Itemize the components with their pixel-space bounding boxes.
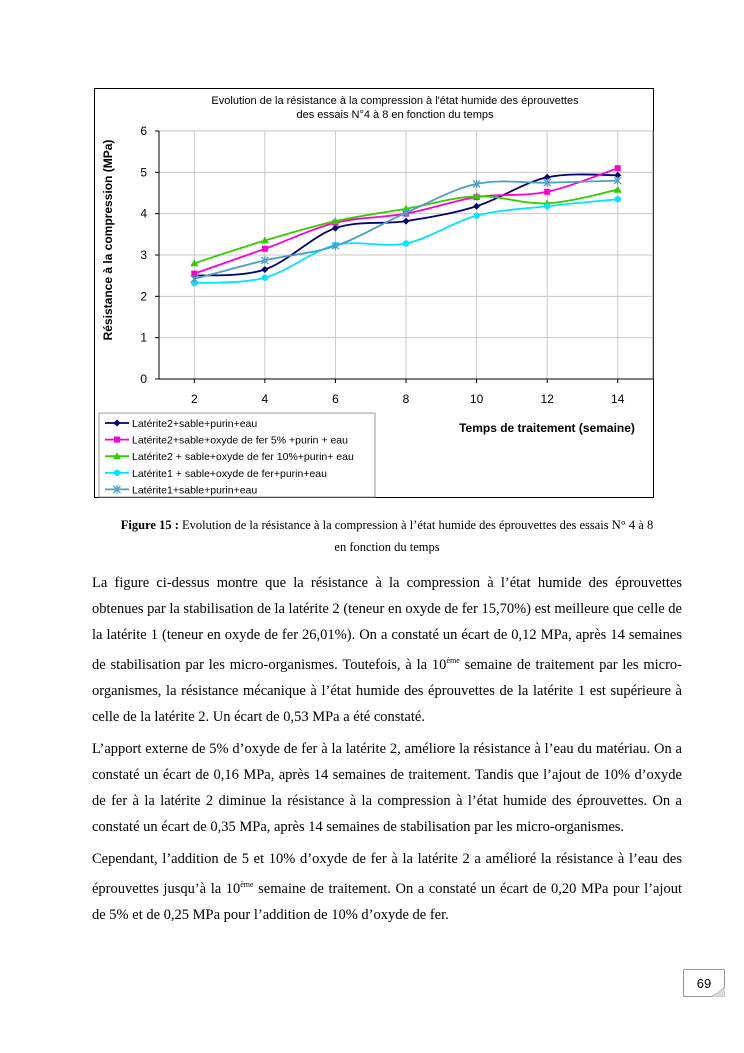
y-tick-label: 5 [140,165,147,180]
data-point [544,203,550,209]
x-tick-label: 8 [402,392,410,406]
caption-label: Figure 15 : [120,518,179,532]
y-tick-label: 3 [140,248,147,262]
chart-title-line2: des essais N°4 à 8 en fonction du temps [296,109,494,121]
legend-label: Latérite2 + sable+oxyde de fer 10%+purin+ eau [132,451,354,464]
data-point [544,189,550,195]
chart-title-line1: Evolution de la résistance à la compression à l'état humide des éprouvettes [211,95,579,107]
page-number: 69 [683,969,725,997]
legend-marker [114,437,120,443]
legend-label: Latérite1 + sable+oxyde de fer+purin+eau [132,467,327,480]
page-curl-icon [709,986,725,997]
data-point [473,213,479,219]
x-axis-label: Temps de traitement (semaine) [459,421,635,435]
paragraph-1: La figure ci-dessus montre que la résistance à la compression à l’état humide des éprouvettes obtenues par la stabilisation de la latérite 2 (teneur en oxyde de fer 15,70%) est meilleure que celle de la latérite 1 (teneur en oxyde de fer 26,01%). On a constaté un écart de 0,12 MPa, après 14 semaines de stabilisation par les micro-organismes. Toutefois, à la 10ème semaine de traitement par les micro-organismes, la résistance mécanique à l’état humide des éprouvettes de la latérite 1 est supérieure à celle de la latérite 2. Un écart de 0,53 MPa a été constaté. [92,575,683,725]
x-tick-label: 2 [190,392,198,406]
x-tick-label: 10 [469,392,484,406]
caption-text-line2: en fonction du temps [334,540,440,554]
legend-entry [105,435,348,447]
y-axis-label: Résistance à la compression (MPa) [101,139,115,341]
chart-figure [94,88,654,498]
data-point [262,275,268,281]
data-point [615,165,621,171]
y-tick-label: 4 [140,206,147,221]
legend-entry [105,451,354,463]
x-tick-label: 12 [540,392,554,406]
legend-label: Latérite2+sable+oxyde de fer 5% +purin + eau [132,434,348,447]
paragraph-2: L’apport externe de 5% d’oxyde de fer à la latérite 2, améliore la résistance à l’eau du matériau. On a constaté un écart de 0,16 MPa, après 14 semaines de traitement. Tandis que l’ajout de 10% d’oxyde de fer à la latérite 2 diminue la résistance à la compression à l’état humide des éprouvettes. On a constaté un écart de 0,35 MPa, après 14 semaines de stabilisation par les micro-organismes. [92,740,682,835]
y-tick-label: 2 [140,289,147,304]
body-text [92,570,682,934]
caption-text: Evolution de la résistance à la compression à l’état humide des éprouvettes des essais N° 4 à 8 [182,518,654,532]
y-tick-label: 1 [140,330,147,345]
figure-caption [90,514,684,558]
y-tick-label: 0 [140,372,147,386]
chart-svg [95,89,655,499]
data-point [615,196,621,202]
x-tick-label: 14 [611,392,625,406]
paragraph-3: Cependant, l’addition de 5 et 10% d’oxyde de fer à la latérite 2 a amélioré la résistance à l’eau des éprouvettes jusqu’à la 10ème semaine de traitement. On a constaté un écart de 0,20 MPa pour l’ajout de 5% et de 0,25 MPa pour l’addition de 10% d’oxyde de fer. [92,850,682,923]
x-tick-label: 6 [332,392,339,406]
y-tick-label: 6 [140,124,147,138]
legend-label: Latérite1+sable+purin+eau [132,484,258,497]
legend-entry [105,468,327,480]
data-point [262,246,268,252]
data-point [403,240,409,246]
x-tick-label: 4 [261,392,269,406]
legend-label: Latérite2+sable+purin+eau [132,418,258,430]
legend-marker [114,470,120,476]
